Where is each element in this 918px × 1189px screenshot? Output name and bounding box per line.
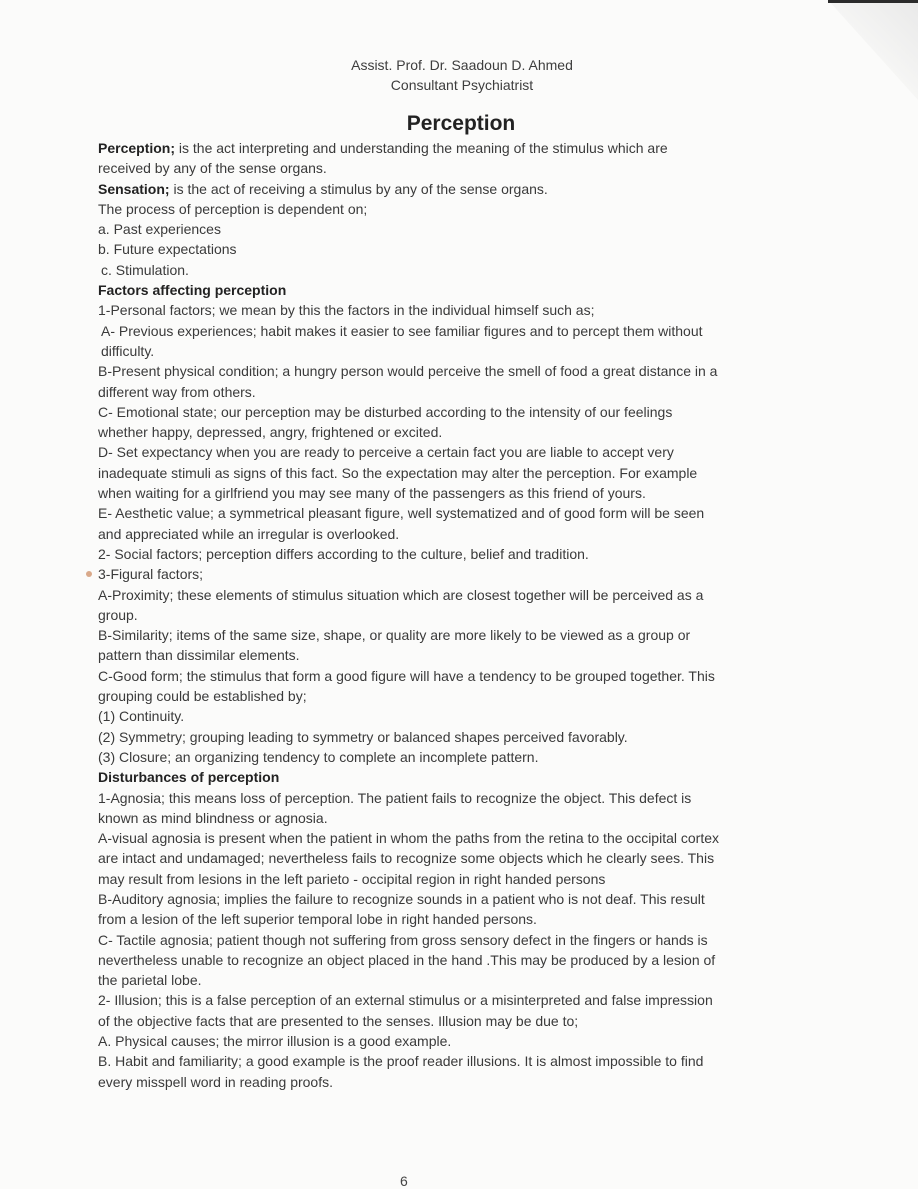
header: [0, 55, 918, 95]
illusion-physical: A. Physical causes; the mirror illusion is a good example.: [98, 1033, 452, 1050]
personal-factor-c: C- Emotional state; our perception may be disturbed according to the intensity of our feelings whether happy, depressed, angry, frightened or excited.: [98, 403, 673, 441]
process-intro: The process of perception is dependent on;: [98, 200, 368, 217]
personal-factor-e: E- Aesthetic value; a symmetrical pleasant figure, well systematized and of good form will be seen and appreciated while an irregular is overlooked.: [98, 505, 705, 542]
social-factors: 2- Social factors; perception differs according to the culture, belief and tradition.: [98, 545, 589, 562]
ink-mark: [86, 571, 92, 577]
figural-factors: 3-Figural factors;: [98, 566, 204, 583]
personal-factor-b: B-Present physical condition; a hungry person would perceive the smell of food a great distance in a different way from others.: [98, 363, 718, 400]
scan-edge: [828, 0, 918, 11]
figural-factor-c2: (2) Symmetry; grouping leading to symmetry or balanced shapes perceived favorably.: [98, 728, 628, 745]
term-sensation: Sensation;: [98, 180, 170, 197]
illusion-habit: B. Habit and familiarity; a good example is the proof reader illusions. It is almost impossible to find every misspell word in reading proofs.: [98, 1053, 704, 1090]
process-item-b: b. Future expectations: [98, 241, 237, 258]
personal-factor-d: D- Set expectancy when you are ready to perceive a certain fact you are liable to accept very inadequate stimuli as signs of this fact. So the expectation may alter the perception. For example when waiting for a girlfriend you may see many of the passengers as this friend of yours.: [98, 444, 698, 502]
personal-factor-a: A- Previous experiences; habit makes it easier to see familiar figures and to percept them without difficulty.: [101, 322, 703, 359]
section-heading-disturbances: Disturbances of perception: [98, 769, 280, 786]
paragraph-sensation: [98, 179, 723, 199]
definition-sensation: is the act of receiving a stimulus by any of the sense organs.: [169, 180, 548, 197]
process-item-c: c. Stimulation.: [101, 261, 189, 278]
document-body: [98, 138, 723, 1092]
personal-factors: 1-Personal factors; we mean by this the factors in the individual himself such as;: [98, 302, 595, 319]
figural-factor-c3: (3) Closure; an organizing tendency to complete an incomplete pattern.: [98, 748, 539, 765]
figural-factor-c1: (1) Continuity.: [98, 708, 185, 725]
illusion: 2- Illusion; this is a false perception of an external stimulus or a misinterpreted and false impression of the objective facts that are presented to the senses. Illusion may be due to;: [98, 992, 713, 1029]
term-perception: Perception;: [98, 140, 176, 156]
author-name: Assist. Prof. Dr. Saadoun D. Ahmed: [351, 57, 573, 73]
agnosia: 1-Agnosia; this means loss of perception. The patient fails to recognize the object. This defect is known as mind blindness or agnosia.: [98, 789, 692, 826]
page-number: 6: [400, 1173, 408, 1189]
agnosia-visual: A-visual agnosia is present when the patient in whom the paths from the retina to the occipital cortex are intact and undamaged; nevertheless fails to recognize some objects which he clearly sees. This may result from lesions in the left parieto - occipital region in right handed persons: [98, 830, 720, 887]
author-role: Consultant Psychiatrist: [390, 77, 534, 93]
definition-perception: is the act interpreting and understanding the meaning of the stimulus which are received by any of the sense organs.: [98, 140, 668, 177]
paragraph-perception: [98, 138, 723, 179]
process-item-a: a. Past experiences: [98, 221, 221, 238]
figural-factor-b: B-Similarity; items of the same size, shape, or quality are more likely to be viewed as a group or pattern than dissimilar elements.: [98, 627, 691, 664]
figural-factor-c: C-Good form; the stimulus that form a good figure will have a tendency to be grouped together. This grouping could be established by;: [98, 667, 715, 705]
agnosia-auditory: B-Auditory agnosia; implies the failure to recognize sounds in a patient who is not deaf. This result from a lesion of the left superior temporal lobe in right handed persons.: [98, 890, 705, 928]
page-title: Perception: [406, 112, 516, 135]
agnosia-tactile: C- Tactile agnosia; patient though not suffering from gross sensory defect in the fingers or hands is nevertheless unable to recognize an object placed in the hand .This may be produced by a lesion of the parietal lobe.: [98, 931, 716, 989]
figural-factor-a: A-Proximity; these elements of stimulus situation which are closest together will be perceived as a group.: [98, 586, 704, 623]
section-heading-factors: Factors affecting perception: [98, 282, 287, 299]
